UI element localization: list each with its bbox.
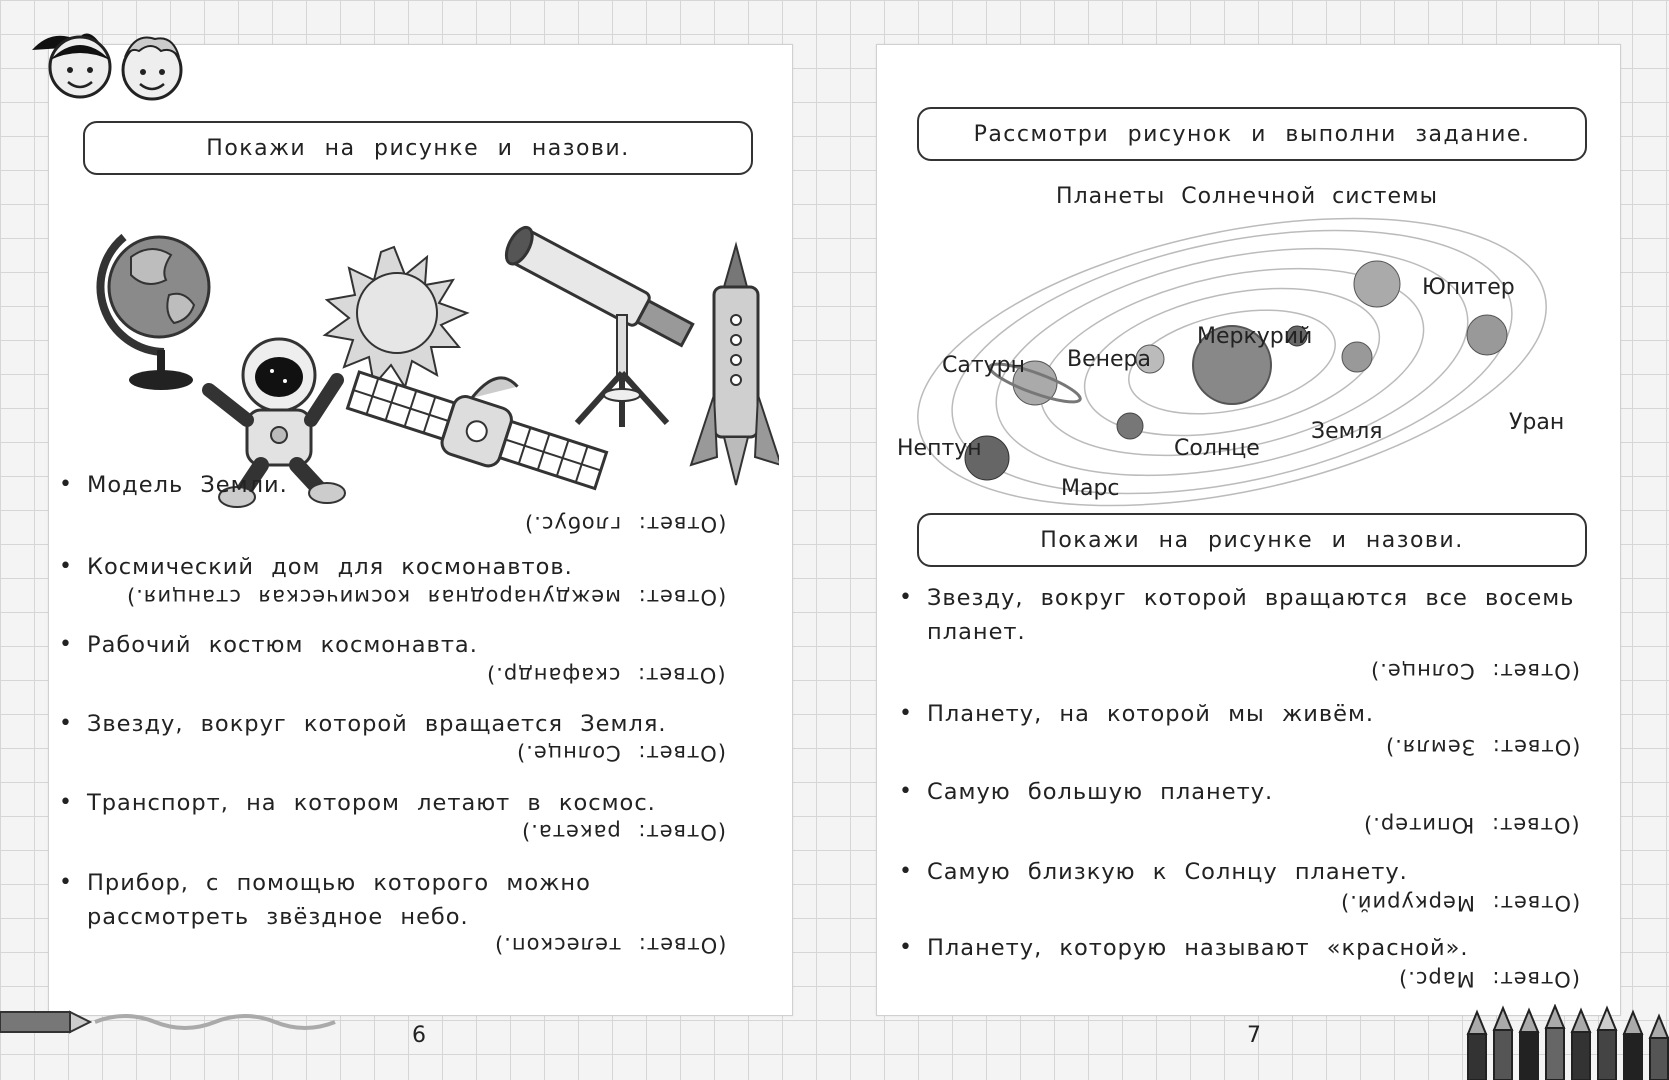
left-item-2 [59,550,727,584]
right-item-5-question: Планету, которую называют «красной». [927,935,1469,961]
rocket-illustration [691,245,779,485]
bullet-dot: • [59,790,73,815]
left-item-5 [59,786,727,820]
mars-mark [1117,413,1143,439]
right-item-4-question: Самую близкую к Солнцу планету. [927,859,1408,885]
right-item-1 [899,581,1587,649]
globe-illustration [101,237,209,390]
label-neptune: Нептун [897,436,982,461]
left-item-6 [59,866,727,934]
right-item-3-question: Самую большую планету. [927,779,1274,805]
right-item-1-answer: (Ответ: Солнце.) [1370,659,1580,683]
right-task-title-text: Рассмотри рисунок и выполни задание. [973,121,1531,147]
left-task-title [83,121,753,175]
left-item-3-question: Рабочий костюм космонавта. [87,632,478,658]
left-item-5-question: Транспорт, на котором летают в космос. [87,790,656,816]
left-task-title-text: Покажи на рисунке и назови. [206,135,630,161]
bullet-dot: • [59,870,73,895]
right-item-4 [899,855,1587,889]
sun-illustration [325,247,467,387]
bullet-dot: • [59,711,73,736]
left-item-6-answer: (Ответ: телескоп.) [493,933,726,957]
kids-faces-icon [20,22,190,102]
uranus-mark [1467,315,1507,355]
right-page [876,44,1621,1016]
right-item-4-answer: (Ответ: Меркурий.) [1339,891,1580,915]
bullet-dot: • [899,935,913,960]
left-page [48,44,793,1016]
left-item-1-answer: (Ответ: глобус.) [523,512,726,536]
earth-mark [1342,342,1372,372]
bullet-dot: • [899,779,913,804]
diagram-title: Планеты Солнечной системы [1056,184,1438,209]
label-mercury: Меркурий [1197,324,1313,349]
left-item-5-answer: (Ответ: ракета.) [520,820,726,844]
left-item-3 [59,628,727,662]
right-item-1-question: Звезду, вокруг которой вращаются все восемь планет. [927,585,1575,645]
bullet-dot: • [899,859,913,884]
label-earth: Земля [1311,419,1383,444]
label-jupiter: Юпитер [1422,275,1515,300]
pencil-icon [0,1004,380,1048]
label-uranus: Уран [1509,410,1565,435]
right-item-5-answer: (Ответ: Марс.) [1398,967,1580,991]
left-item-1 [59,468,727,502]
left-item-4 [59,707,727,741]
label-mars: Марс [1061,476,1120,501]
left-item-1-question: Модель Земли. [87,472,288,498]
left-item-4-answer: (Ответ: Солнце.) [516,741,726,765]
right-task-title-2-text: Покажи на рисунке и назови. [1040,527,1464,553]
pencils-icon [1460,1004,1669,1080]
right-item-2-question: Планету, на которой мы живём. [927,701,1375,727]
right-task-title [917,107,1587,161]
right-page-number: 7 [1247,1023,1261,1048]
bullet-dot: • [59,472,73,497]
left-item-2-answer: (Ответ: международная космическая станция.) [125,585,726,609]
label-sun: Солнце [1174,436,1260,461]
right-item-3 [899,775,1587,809]
bullet-dot: • [59,632,73,657]
right-item-2 [899,697,1587,731]
right-item-2-answer: (Ответ: Земля.) [1384,735,1580,759]
left-item-6-question: Прибор, с помощью которого можно рассмотреть звёздное небо. [87,870,591,930]
left-page-number: 6 [412,1023,426,1048]
solar-system-diagram [897,173,1597,543]
left-item-2-question: Космический дом для космонавтов. [87,554,573,580]
right-item-3-answer: (Ответ: Юпитер.) [1363,813,1580,837]
bullet-dot: • [899,701,913,726]
space-illustrations [69,195,779,515]
right-item-5 [899,931,1587,965]
telescope-illustration [501,223,696,427]
right-task-title-2 [917,513,1587,567]
label-venus: Венера [1067,347,1151,372]
jupiter-mark [1354,261,1400,307]
bullet-dot: • [899,585,913,610]
bullet-dot: • [59,554,73,579]
left-item-3-answer: (Ответ: скафандр.) [486,663,726,687]
left-item-4-question: Звезду, вокруг которой вращается Земля. [87,711,667,737]
label-saturn: Сатурн [942,353,1026,378]
